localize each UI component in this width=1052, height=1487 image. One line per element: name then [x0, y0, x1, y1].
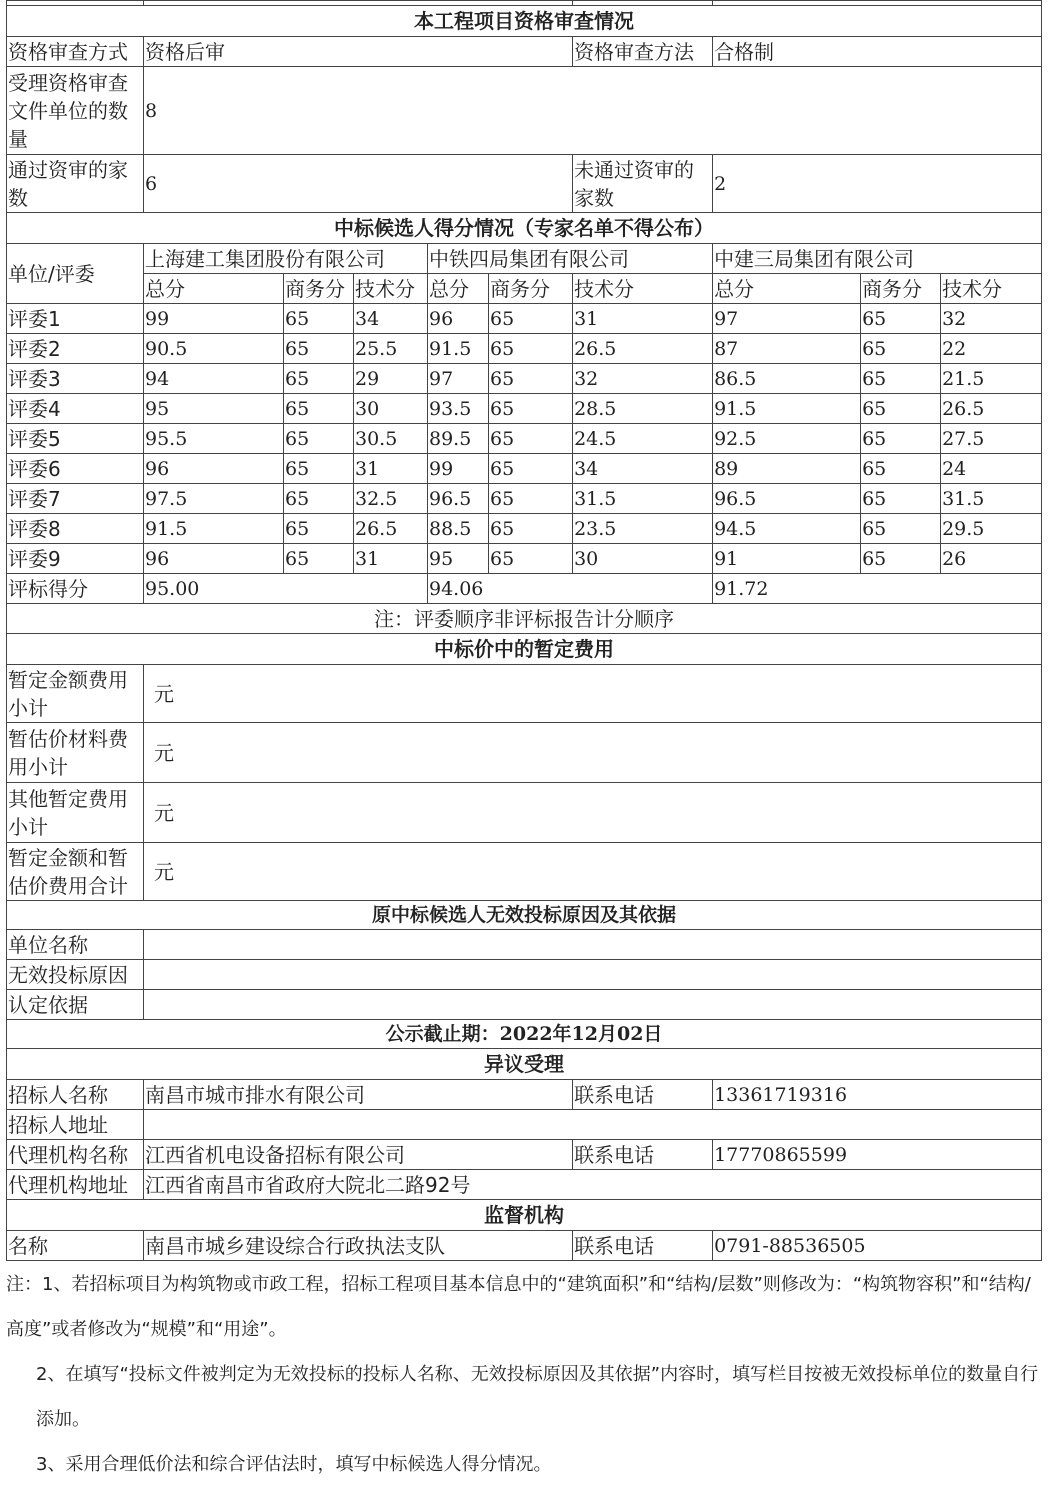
score-cell: 65	[489, 304, 573, 334]
score-cell: 95	[144, 394, 284, 424]
tenderer-phone-value: 13361719316	[713, 1080, 1042, 1110]
announcement-document	[6, 0, 1041, 1261]
invalid-row-value	[144, 930, 1042, 960]
score-cell: 32.5	[354, 484, 428, 514]
score-cell: 31.5	[941, 484, 1042, 514]
tenderer-address-value	[144, 1110, 1042, 1140]
qual-count-label: 受理资格审查文件单位的数量	[7, 67, 144, 155]
score-cell: 65	[489, 544, 573, 574]
supervision-section-title: 监督机构	[7, 1200, 1042, 1231]
score-cell: 97	[428, 364, 489, 394]
score-cell: 97	[713, 304, 861, 334]
score-cell: 95	[428, 544, 489, 574]
judge-score-row	[7, 544, 1042, 574]
provisional-row-label: 暂估价材料费用小计	[7, 723, 144, 783]
agency-phone-label: 联系电话	[573, 1140, 713, 1170]
score-cell: 94.5	[713, 514, 861, 544]
judge-score-row	[7, 394, 1042, 424]
score-cell: 24.5	[573, 424, 713, 454]
score-cell: 99	[428, 454, 489, 484]
sub-header-tech: 技术分	[354, 274, 428, 304]
sub-header-tech: 技术分	[941, 274, 1042, 304]
judge-score-row	[7, 454, 1042, 484]
scores-corner-label: 单位/评委	[7, 244, 144, 304]
score-cell: 26.5	[354, 514, 428, 544]
score-cell: 96.5	[713, 484, 861, 514]
deadline-row: 公示截止期：2022年12月02日	[7, 1020, 1042, 1049]
score-cell: 96	[428, 304, 489, 334]
score-cell: 26	[941, 544, 1042, 574]
score-cell: 65	[284, 334, 354, 364]
tenderer-phone-label: 联系电话	[573, 1080, 713, 1110]
provisional-row-value: 元	[144, 843, 1042, 901]
provisional-row-label: 暂定金额费用小计	[7, 665, 144, 723]
score-cell: 31	[354, 454, 428, 484]
invalid-row-label: 认定依据	[7, 990, 144, 1020]
score-cell: 89.5	[428, 424, 489, 454]
judge-label: 评委7	[7, 484, 144, 514]
score-cell: 65	[489, 334, 573, 364]
score-cell: 24	[941, 454, 1042, 484]
score-cell: 92.5	[713, 424, 861, 454]
invalid-row-label: 单位名称	[7, 930, 144, 960]
qual-fail-label: 未通过资审的家数	[573, 155, 713, 213]
judge-score-row	[7, 364, 1042, 394]
score-cell: 23.5	[573, 514, 713, 544]
qual-method-value: 资格后审	[144, 37, 573, 67]
judge-label: 评委6	[7, 454, 144, 484]
judge-score-rows	[7, 304, 1042, 574]
score-cell: 96	[144, 544, 284, 574]
judge-score-row	[7, 484, 1042, 514]
score-cell: 65	[489, 484, 573, 514]
score-cell: 65	[489, 364, 573, 394]
score-cell: 30	[354, 394, 428, 424]
provisional-row-value: 元	[144, 665, 1042, 723]
score-cell: 91.5	[428, 334, 489, 364]
score-cell: 25.5	[354, 334, 428, 364]
sub-header-business: 商务分	[284, 274, 354, 304]
qual-pass-label: 通过资审的家数	[7, 155, 144, 213]
score-cell: 65	[284, 394, 354, 424]
score-cell: 26.5	[573, 334, 713, 364]
score-cell: 86.5	[713, 364, 861, 394]
footnote-1: 注：1、若招标项目为构筑物或市政工程，招标工程项目基本信息中的“建筑面积”和“结构/层数”则修改为：“构筑物容积”和“结构/高度”或者修改为“规模”和“用途”。	[6, 1274, 1031, 1340]
supervision-phone-label: 联系电话	[573, 1231, 713, 1261]
agency-address-label: 代理机构地址	[7, 1170, 144, 1200]
score-cell: 65	[284, 364, 354, 394]
score-cell: 65	[861, 484, 941, 514]
score-cell: 65	[284, 304, 354, 334]
final-score-company-3: 91.72	[713, 574, 1042, 604]
score-cell: 65	[284, 514, 354, 544]
tenderer-name-label: 招标人名称	[7, 1080, 144, 1110]
score-cell: 65	[861, 304, 941, 334]
score-cell: 21.5	[941, 364, 1042, 394]
provisional-row-label: 暂定金额和暂估价费用合计	[7, 843, 144, 901]
footnotes	[6, 1262, 1041, 1487]
invalid-row-label: 无效投标原因	[7, 960, 144, 990]
provisional-row-label: 其他暂定费用小计	[7, 783, 144, 843]
sub-header-business: 商务分	[489, 274, 573, 304]
score-cell: 96	[144, 454, 284, 484]
judge-label: 评委3	[7, 364, 144, 394]
scores-note: 注：评委顺序非评标报告计分顺序	[7, 604, 1042, 634]
score-cell: 88.5	[428, 514, 489, 544]
score-cell: 32	[573, 364, 713, 394]
score-cell: 65	[489, 454, 573, 484]
qualification-section-title: 本工程项目资格审查情况	[7, 6, 1042, 37]
sub-header-total: 总分	[144, 274, 284, 304]
score-cell: 99	[144, 304, 284, 334]
agency-name-label: 代理机构名称	[7, 1140, 144, 1170]
score-cell: 31.5	[573, 484, 713, 514]
score-cell: 65	[284, 424, 354, 454]
agency-name-value: 江西省机电设备招标有限公司	[144, 1140, 573, 1170]
score-cell: 65	[861, 514, 941, 544]
score-cell: 65	[861, 544, 941, 574]
score-cell: 97.5	[144, 484, 284, 514]
score-cell: 65	[489, 394, 573, 424]
judge-label: 评委4	[7, 394, 144, 424]
score-cell: 91.5	[713, 394, 861, 424]
footnote-2: 2、在填写“投标文件被判定为无效投标的投标人名称、无效投标原因及其依据”内容时，填写栏目按被无效投标单位的数量自行添加。	[36, 1364, 1039, 1430]
score-cell: 65	[284, 544, 354, 574]
qual-pass-value: 6	[144, 155, 573, 213]
provisional-section-title: 中标价中的暂定费用	[7, 634, 1042, 665]
judge-score-row	[7, 514, 1042, 544]
score-cell: 34	[354, 304, 428, 334]
sub-header-business: 商务分	[861, 274, 941, 304]
score-cell: 65	[284, 484, 354, 514]
qual-approach-value: 合格制	[713, 37, 1042, 67]
supervision-phone-value: 0791-88536505	[713, 1231, 1042, 1261]
score-cell: 30.5	[354, 424, 428, 454]
final-score-label: 评标得分	[7, 574, 144, 604]
qual-method-label: 资格审查方式	[7, 37, 144, 67]
judge-label: 评委5	[7, 424, 144, 454]
company-1-header: 上海建工集团股份有限公司	[144, 244, 428, 274]
score-cell: 65	[861, 394, 941, 424]
qual-fail-value: 2	[713, 155, 1042, 213]
main-table	[6, 0, 1042, 1261]
judge-label: 评委8	[7, 514, 144, 544]
provisional-row-value: 元	[144, 723, 1042, 783]
qual-approach-label: 资格审查方法	[573, 37, 713, 67]
score-cell: 94	[144, 364, 284, 394]
footnote-3: 3、采用合理低价法和综合评估法时，填写中标候选人得分情况。	[36, 1454, 552, 1475]
judge-label: 评委9	[7, 544, 144, 574]
sub-header-tech: 技术分	[573, 274, 713, 304]
score-cell: 65	[489, 514, 573, 544]
judge-score-row	[7, 304, 1042, 334]
qual-count-value: 8	[144, 67, 1042, 155]
score-cell: 34	[573, 454, 713, 484]
score-cell: 87	[713, 334, 861, 364]
score-cell: 29	[354, 364, 428, 394]
provisional-row-value: 元	[144, 783, 1042, 843]
agency-phone-value: 17770865599	[713, 1140, 1042, 1170]
score-cell: 22	[941, 334, 1042, 364]
scores-section-title: 中标候选人得分情况（专家名单不得公布）	[7, 213, 1042, 244]
score-cell: 65	[861, 364, 941, 394]
score-cell: 30	[573, 544, 713, 574]
tenderer-name-value: 南昌市城市排水有限公司	[144, 1080, 573, 1110]
company-2-header: 中铁四局集团有限公司	[428, 244, 713, 274]
score-cell: 65	[861, 454, 941, 484]
score-cell: 91.5	[144, 514, 284, 544]
score-cell: 90.5	[144, 334, 284, 364]
score-cell: 28.5	[573, 394, 713, 424]
final-score-company-1: 95.00	[144, 574, 428, 604]
sub-header-total: 总分	[428, 274, 489, 304]
score-cell: 95.5	[144, 424, 284, 454]
supervision-name-value: 南昌市城乡建设综合行政执法支队	[144, 1231, 573, 1261]
invalid-section-title: 原中标候选人无效投标原因及其依据	[7, 901, 1042, 930]
score-cell: 32	[941, 304, 1042, 334]
company-3-header: 中建三局集团有限公司	[713, 244, 1042, 274]
score-cell: 65	[284, 454, 354, 484]
score-cell: 93.5	[428, 394, 489, 424]
score-cell: 31	[354, 544, 428, 574]
score-cell: 65	[489, 424, 573, 454]
judge-score-row	[7, 334, 1042, 364]
invalid-row-value	[144, 990, 1042, 1020]
sub-header-total: 总分	[713, 274, 861, 304]
supervision-name-label: 名称	[7, 1231, 144, 1261]
final-score-company-2: 94.06	[428, 574, 713, 604]
judge-label: 评委1	[7, 304, 144, 334]
score-cell: 31	[573, 304, 713, 334]
score-cell: 29.5	[941, 514, 1042, 544]
score-cell: 26.5	[941, 394, 1042, 424]
score-cell: 96.5	[428, 484, 489, 514]
score-cell: 65	[861, 334, 941, 364]
objection-section-title: 异议受理	[7, 1049, 1042, 1080]
agency-address-value: 江西省南昌市省政府大院北二路92号	[144, 1170, 1042, 1200]
judge-score-row	[7, 424, 1042, 454]
score-cell: 91	[713, 544, 861, 574]
tenderer-address-label: 招标人地址	[7, 1110, 144, 1140]
invalid-row-value	[144, 960, 1042, 990]
score-cell: 65	[861, 424, 941, 454]
score-cell: 89	[713, 454, 861, 484]
score-cell: 27.5	[941, 424, 1042, 454]
judge-label: 评委2	[7, 334, 144, 364]
